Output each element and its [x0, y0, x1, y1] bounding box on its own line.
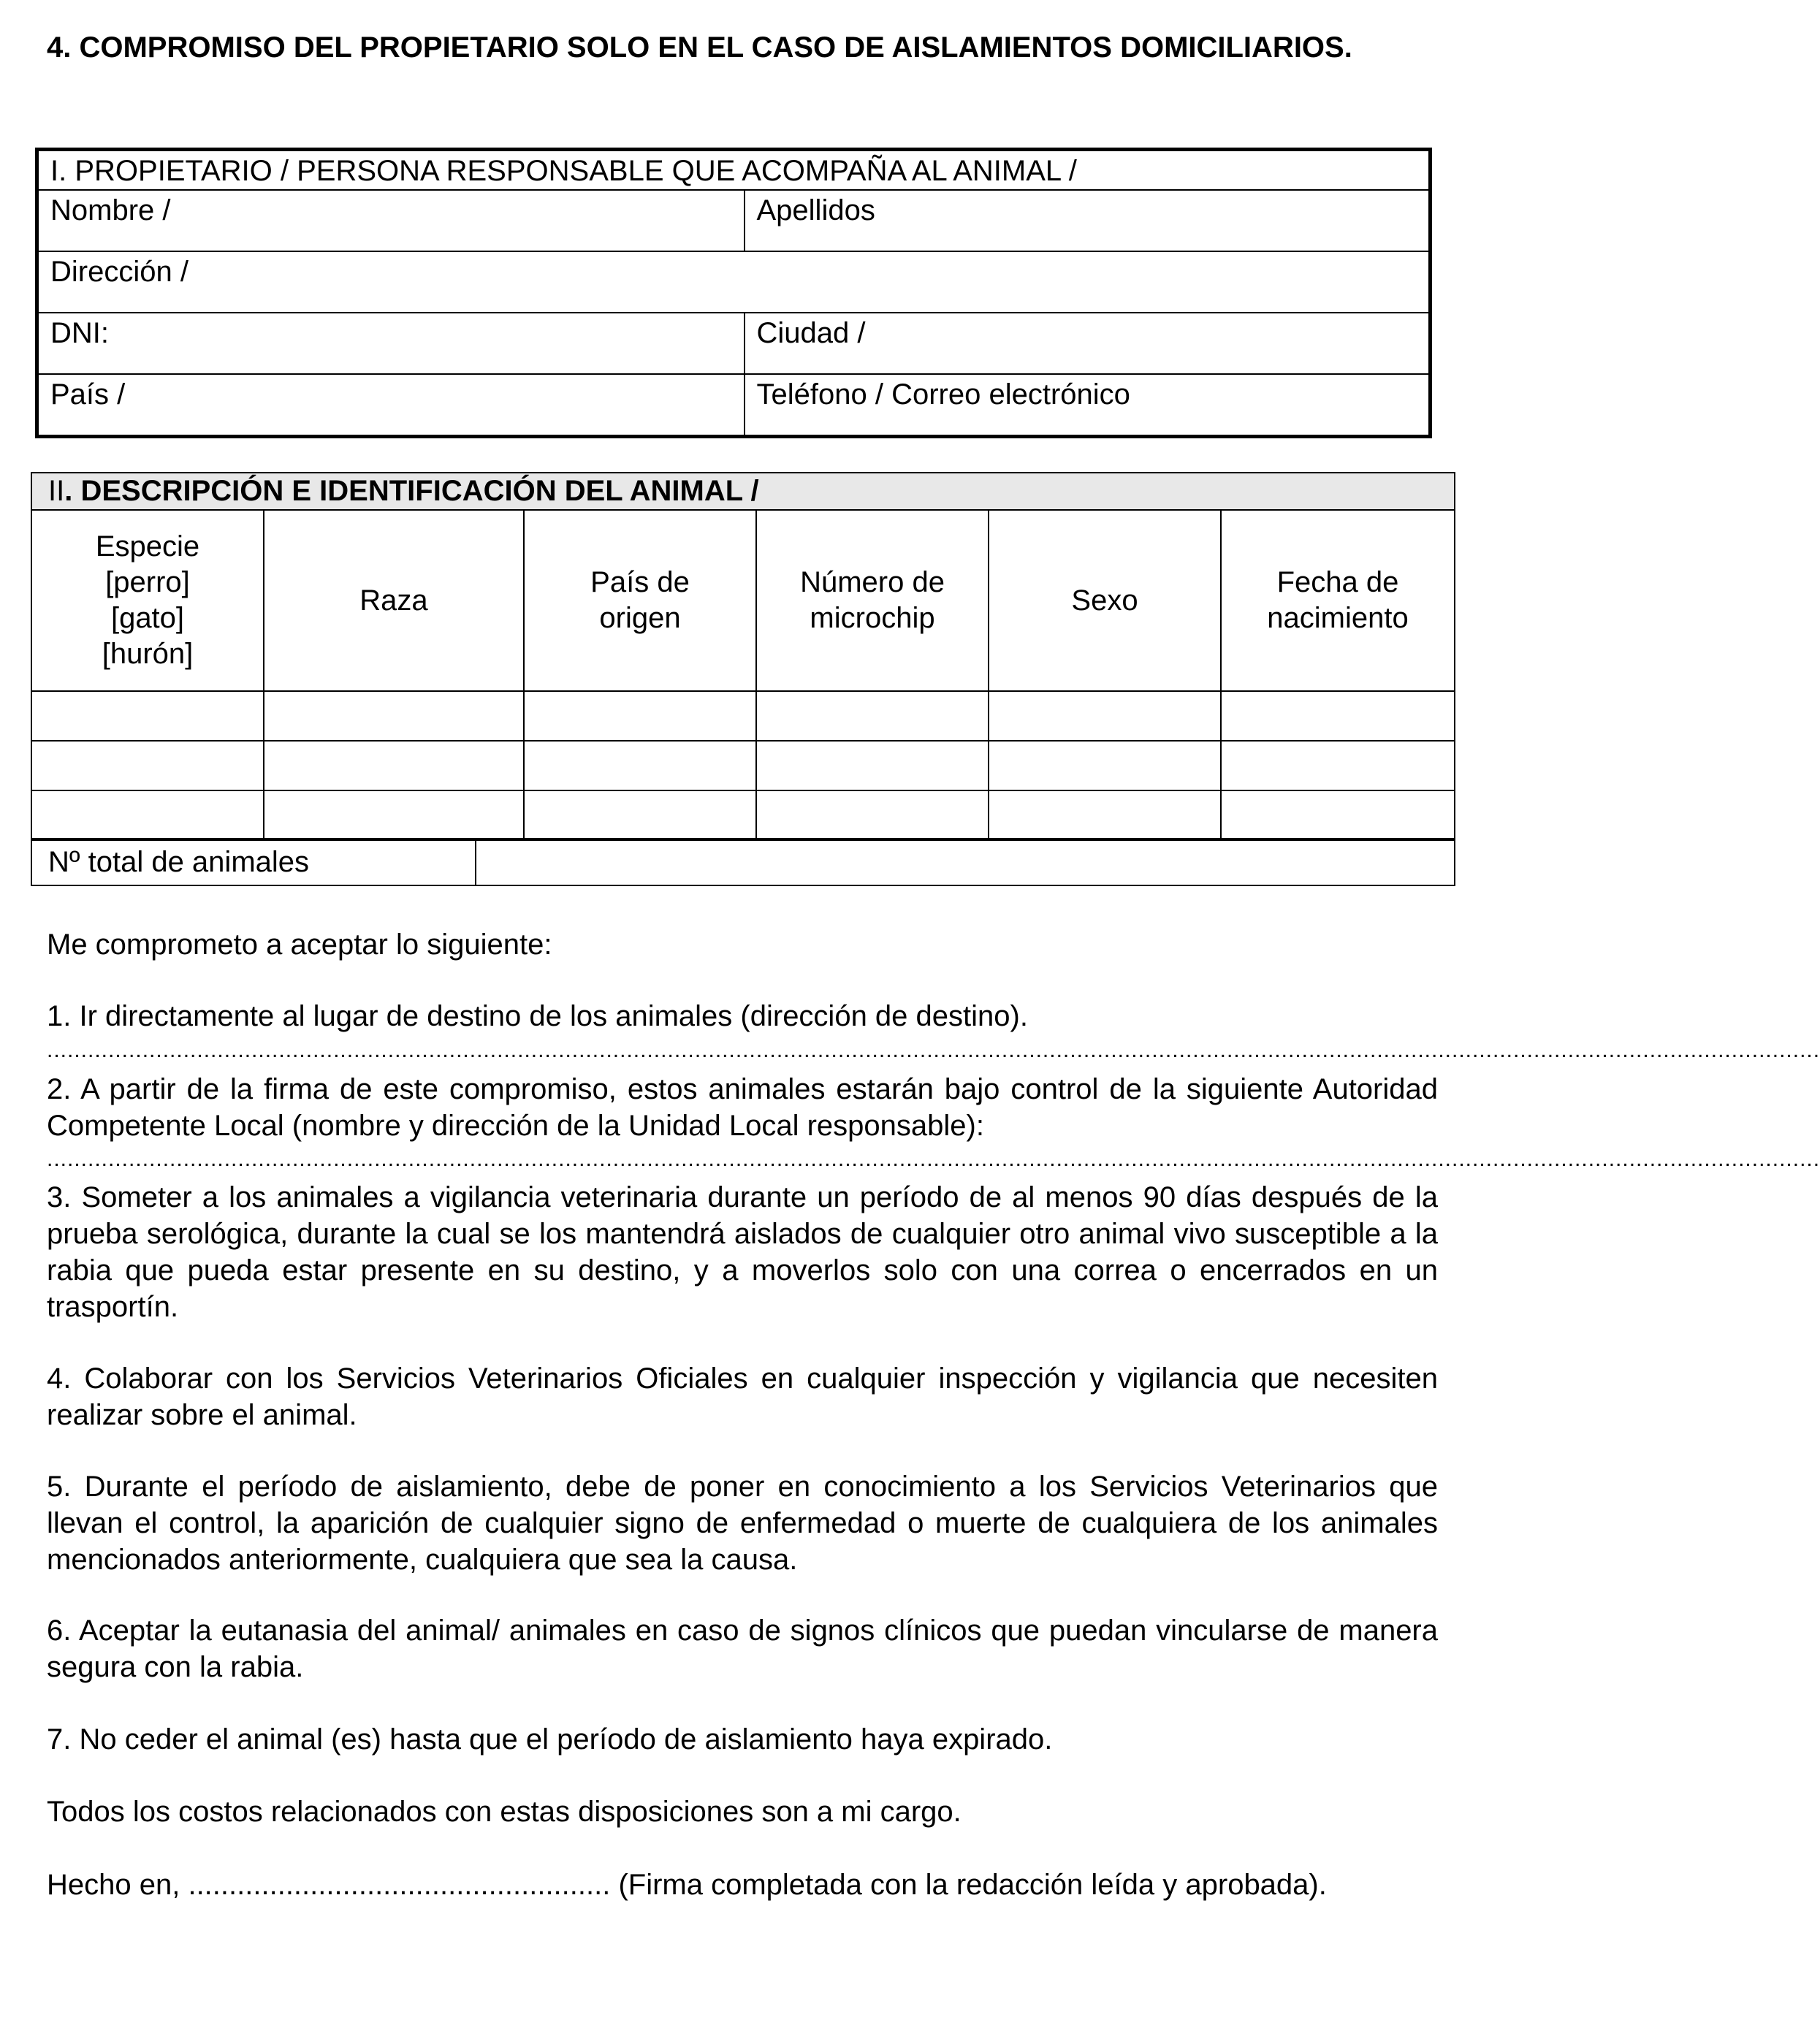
animal-section-title-prefix: II: [48, 475, 65, 507]
col-sexo: [989, 510, 1221, 691]
field-nombre[interactable]: Nombre /: [37, 190, 745, 251]
commitment-item-7: 7. No ceder el animal (es) hasta que el período de aislamiento haya expirado.: [47, 1723, 1053, 1756]
cell-input[interactable]: [989, 790, 1221, 840]
total-animals-label: Nº total de animales: [32, 839, 476, 885]
col-raza: [264, 510, 524, 691]
col-pais-origen-label: País de origen: [590, 566, 690, 634]
cell-input[interactable]: [524, 790, 756, 840]
animal-section-title-text: . DESCRIPCIÓN E IDENTIFICACIÓN DEL ANIMAL /: [64, 475, 759, 507]
col-fecha-nacimiento-label: Fecha de nacimiento: [1267, 566, 1409, 634]
col-microchip-label: Número de microchip: [800, 566, 945, 634]
cell-input[interactable]: [756, 741, 989, 790]
cell-input[interactable]: [524, 691, 756, 741]
cell-input[interactable]: [31, 741, 264, 790]
animal-table: [31, 472, 1455, 841]
field-apellidos[interactable]: Apellidos: [745, 190, 1431, 251]
col-especie: [31, 510, 264, 691]
cell-input[interactable]: [989, 691, 1221, 741]
cell-input[interactable]: [756, 691, 989, 741]
total-animals-input[interactable]: [476, 839, 1454, 885]
commitment-intro: Me comprometo a aceptar lo siguiente:: [47, 929, 552, 961]
col-pais-origen: [524, 510, 756, 691]
col-fecha-nacimiento: [1221, 510, 1455, 691]
cell-input[interactable]: [524, 741, 756, 790]
col-sexo-label: Sexo: [1071, 584, 1138, 617]
animal-section-title: [31, 473, 1455, 510]
field-dni[interactable]: DNI:: [37, 313, 745, 374]
field-direccion[interactable]: Dirección /: [37, 251, 1431, 313]
animal-row: [31, 741, 1455, 790]
col-microchip: [756, 510, 989, 691]
owner-section-title: I. PROPIETARIO / PERSONA RESPONSABLE QUE ACOMPAÑA AL ANIMAL /: [37, 150, 1431, 191]
cell-input[interactable]: [31, 790, 264, 840]
animal-row: [31, 691, 1455, 741]
commitment-item-3: 3. Someter a los animales a vigilancia veterinaria durante un período de al menos 90 días después de la prueba serológica, durante la cual se los mantendrá aislados de cualquier otro animal vivo susceptible a la rabia que pueda estar presente en su destino, y a moverlos solo con una correa o encerrados en un trasportín.: [47, 1181, 1438, 1323]
commitment-item-2: 2. A partir de la firma de este compromiso, estos animales estarán bajo control de la siguiente Autoridad Competente Local (nombre y dirección de la Unidad Local responsable):: [47, 1073, 1438, 1142]
animal-row: [31, 790, 1455, 840]
dotted-line-2[interactable]: ....................................................................................................................................................................................................................................................................: [47, 1147, 1820, 1171]
col-especie-label: Especie [perro] [gato] [hurón]: [95, 530, 200, 670]
total-animals-row: [31, 838, 1455, 886]
field-pais[interactable]: País /: [37, 374, 745, 437]
costs-statement: Todos los costos relacionados con estas disposiciones son a mi cargo.: [47, 1796, 962, 1828]
field-telefono[interactable]: Teléfono / Correo electrónico: [745, 374, 1431, 437]
field-ciudad[interactable]: Ciudad /: [745, 313, 1431, 374]
cell-input[interactable]: [1221, 691, 1455, 741]
commitment-item-6: 6. Aceptar la eutanasia del animal/ animales en caso de signos clínicos que puedan vincularse de manera segura con la rabia.: [47, 1615, 1438, 1683]
col-raza-label: Raza: [359, 584, 428, 617]
signature-line[interactable]: Hecho en, .................................................... (Firma completada con la redacción leída y aprobada).: [47, 1869, 1327, 1901]
commitment-item-4: 4. Colaborar con los Servicios Veterinarios Oficiales en cualquier inspección y vigilancia que necesiten realizar sobre el animal.: [47, 1362, 1438, 1431]
cell-input[interactable]: [989, 741, 1221, 790]
cell-input[interactable]: [264, 741, 524, 790]
cell-input[interactable]: [1221, 790, 1455, 840]
commitment-item-5: 5. Durante el período de aislamiento, debe de poner en conocimiento a los Servicios Veterinarios que llevan el control, la aparición de cualquier signo de enfermedad o muerte de cualquiera de los animales mencionados anteriormente, cualquiera que sea la causa.: [47, 1471, 1438, 1576]
cell-input[interactable]: [1221, 741, 1455, 790]
form-section-heading: 4. COMPROMISO DEL PROPIETARIO SOLO EN EL CASO DE AISLAMIENTOS DOMICILIARIOS.: [47, 31, 1352, 64]
owner-table: [35, 148, 1432, 438]
dotted-line-1[interactable]: ....................................................................................................................................................................................................................................................................: [47, 1038, 1820, 1062]
cell-input[interactable]: [31, 691, 264, 741]
commitment-item-1: 1. Ir directamente al lugar de destino de los animales (dirección de destino).: [47, 1000, 1028, 1032]
cell-input[interactable]: [756, 790, 989, 840]
cell-input[interactable]: [264, 790, 524, 840]
cell-input[interactable]: [264, 691, 524, 741]
